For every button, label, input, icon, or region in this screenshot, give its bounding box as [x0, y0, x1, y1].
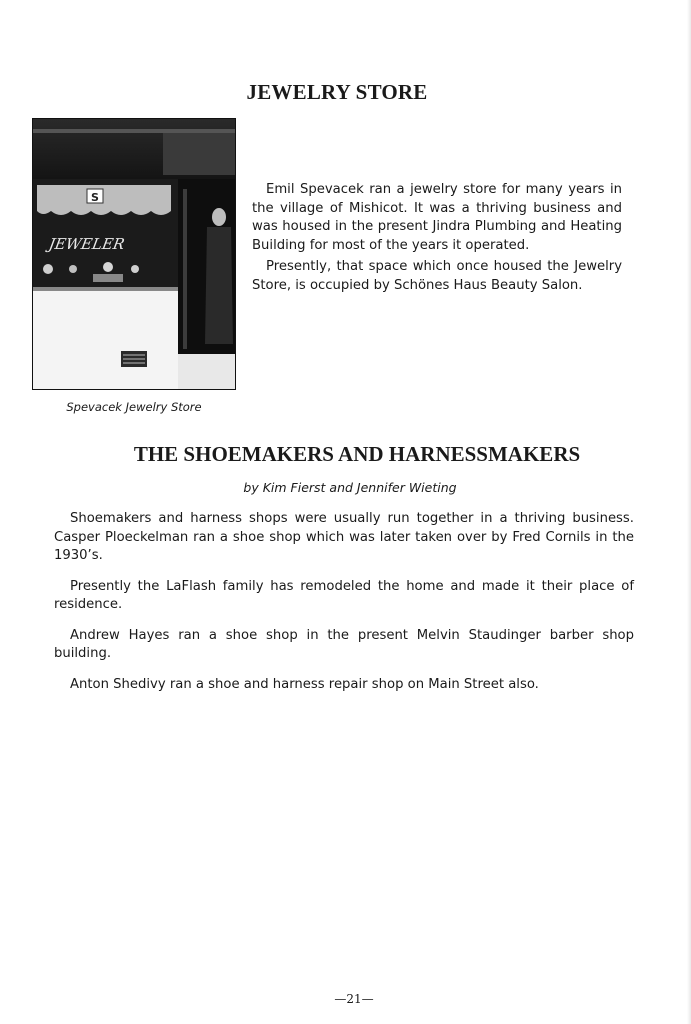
page-edge — [687, 0, 691, 1024]
byline: by Kim Fierst and Jennifer Wieting — [243, 480, 457, 495]
jewelry-store-photo — [32, 118, 236, 390]
section-title-shoemakers: THE SHOEMAKERS AND HARNESSMAKERS — [133, 442, 581, 466]
paragraph: Emil Spevacek ran a jewelry store for many years in the village of Mishicot. It was a thriving business and was housed in the present Jindra Plumbing and Heating Building for most of the years it operated. — [252, 182, 622, 253]
paragraph: Andrew Hayes ran a shoe shop in the present Melvin Staudinger barber shop building. — [54, 627, 634, 661]
shoemakers-text — [54, 510, 634, 706]
section-title-jewelry-store: JEWELRY STORE — [246, 80, 428, 104]
paragraph: Shoemakers and harness shops were usually run together in a thriving business. Casper Ploeckelman ran a shoe shop which was later taken over by Fred Cornils in the 1930’s. — [54, 511, 634, 563]
jewelry-store-text — [252, 181, 622, 298]
paragraph: Presently, that space which once housed the Jewelry Store, is occupied by Schönes Haus Beauty Salon. — [252, 259, 622, 293]
paragraph: Presently the LaFlash family has remodeled the home and made it their place of residence. — [54, 578, 634, 612]
photo-sign-text: JEWELER — [47, 235, 127, 253]
paragraph: Anton Shedivy ran a shoe and harness repair shop on Main Street also. — [70, 676, 539, 692]
photo-caption: Spevacek Jewelry Store — [66, 400, 202, 414]
svg-text:S: S — [91, 191, 99, 204]
page-number: —21— — [334, 992, 374, 1006]
